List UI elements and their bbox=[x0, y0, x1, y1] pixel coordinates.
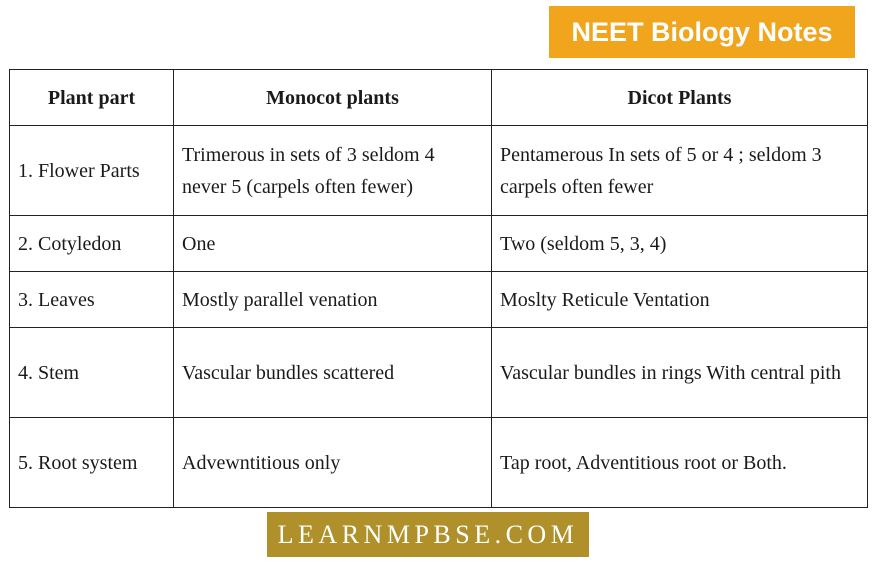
comparison-table bbox=[9, 69, 868, 508]
cell-plant-part: 1. Flower Parts bbox=[10, 126, 174, 216]
cell-monocot: Vascular bundles scattered bbox=[174, 328, 492, 418]
table-row bbox=[10, 272, 868, 328]
cell-monocot: Advewntitious only bbox=[174, 418, 492, 508]
header-plant-part: Plant part bbox=[10, 70, 174, 126]
site-watermark: LEARNMPBSE.COM bbox=[267, 512, 589, 557]
table-row bbox=[10, 126, 868, 216]
cell-plant-part: 3. Leaves bbox=[10, 272, 174, 328]
cell-dicot: Two (seldom 5, 3, 4) bbox=[492, 216, 868, 272]
table-header-row bbox=[10, 70, 868, 126]
cell-dicot: Tap root, Adventitious root or Both. bbox=[492, 418, 868, 508]
cell-dicot: Moslty Reticule Ventation bbox=[492, 272, 868, 328]
header-monocot: Monocot plants bbox=[174, 70, 492, 126]
cell-dicot: Vascular bundles in rings With central pith bbox=[492, 328, 868, 418]
cell-monocot: Trimerous in sets of 3 seldom 4 never 5 (carpels often fewer) bbox=[174, 126, 492, 216]
cell-plant-part: 4. Stem bbox=[10, 328, 174, 418]
cell-plant-part: 2. Cotyledon bbox=[10, 216, 174, 272]
cell-monocot: Mostly parallel venation bbox=[174, 272, 492, 328]
table-row bbox=[10, 216, 868, 272]
table-row bbox=[10, 328, 868, 418]
cell-dicot: Pentamerous In sets of 5 or 4 ; seldom 3 carpels often fewer bbox=[492, 126, 868, 216]
cell-plant-part: 5. Root system bbox=[10, 418, 174, 508]
header-dicot: Dicot Plants bbox=[492, 70, 868, 126]
cell-monocot: One bbox=[174, 216, 492, 272]
table-row bbox=[10, 418, 868, 508]
title-banner: NEET Biology Notes bbox=[549, 6, 855, 58]
